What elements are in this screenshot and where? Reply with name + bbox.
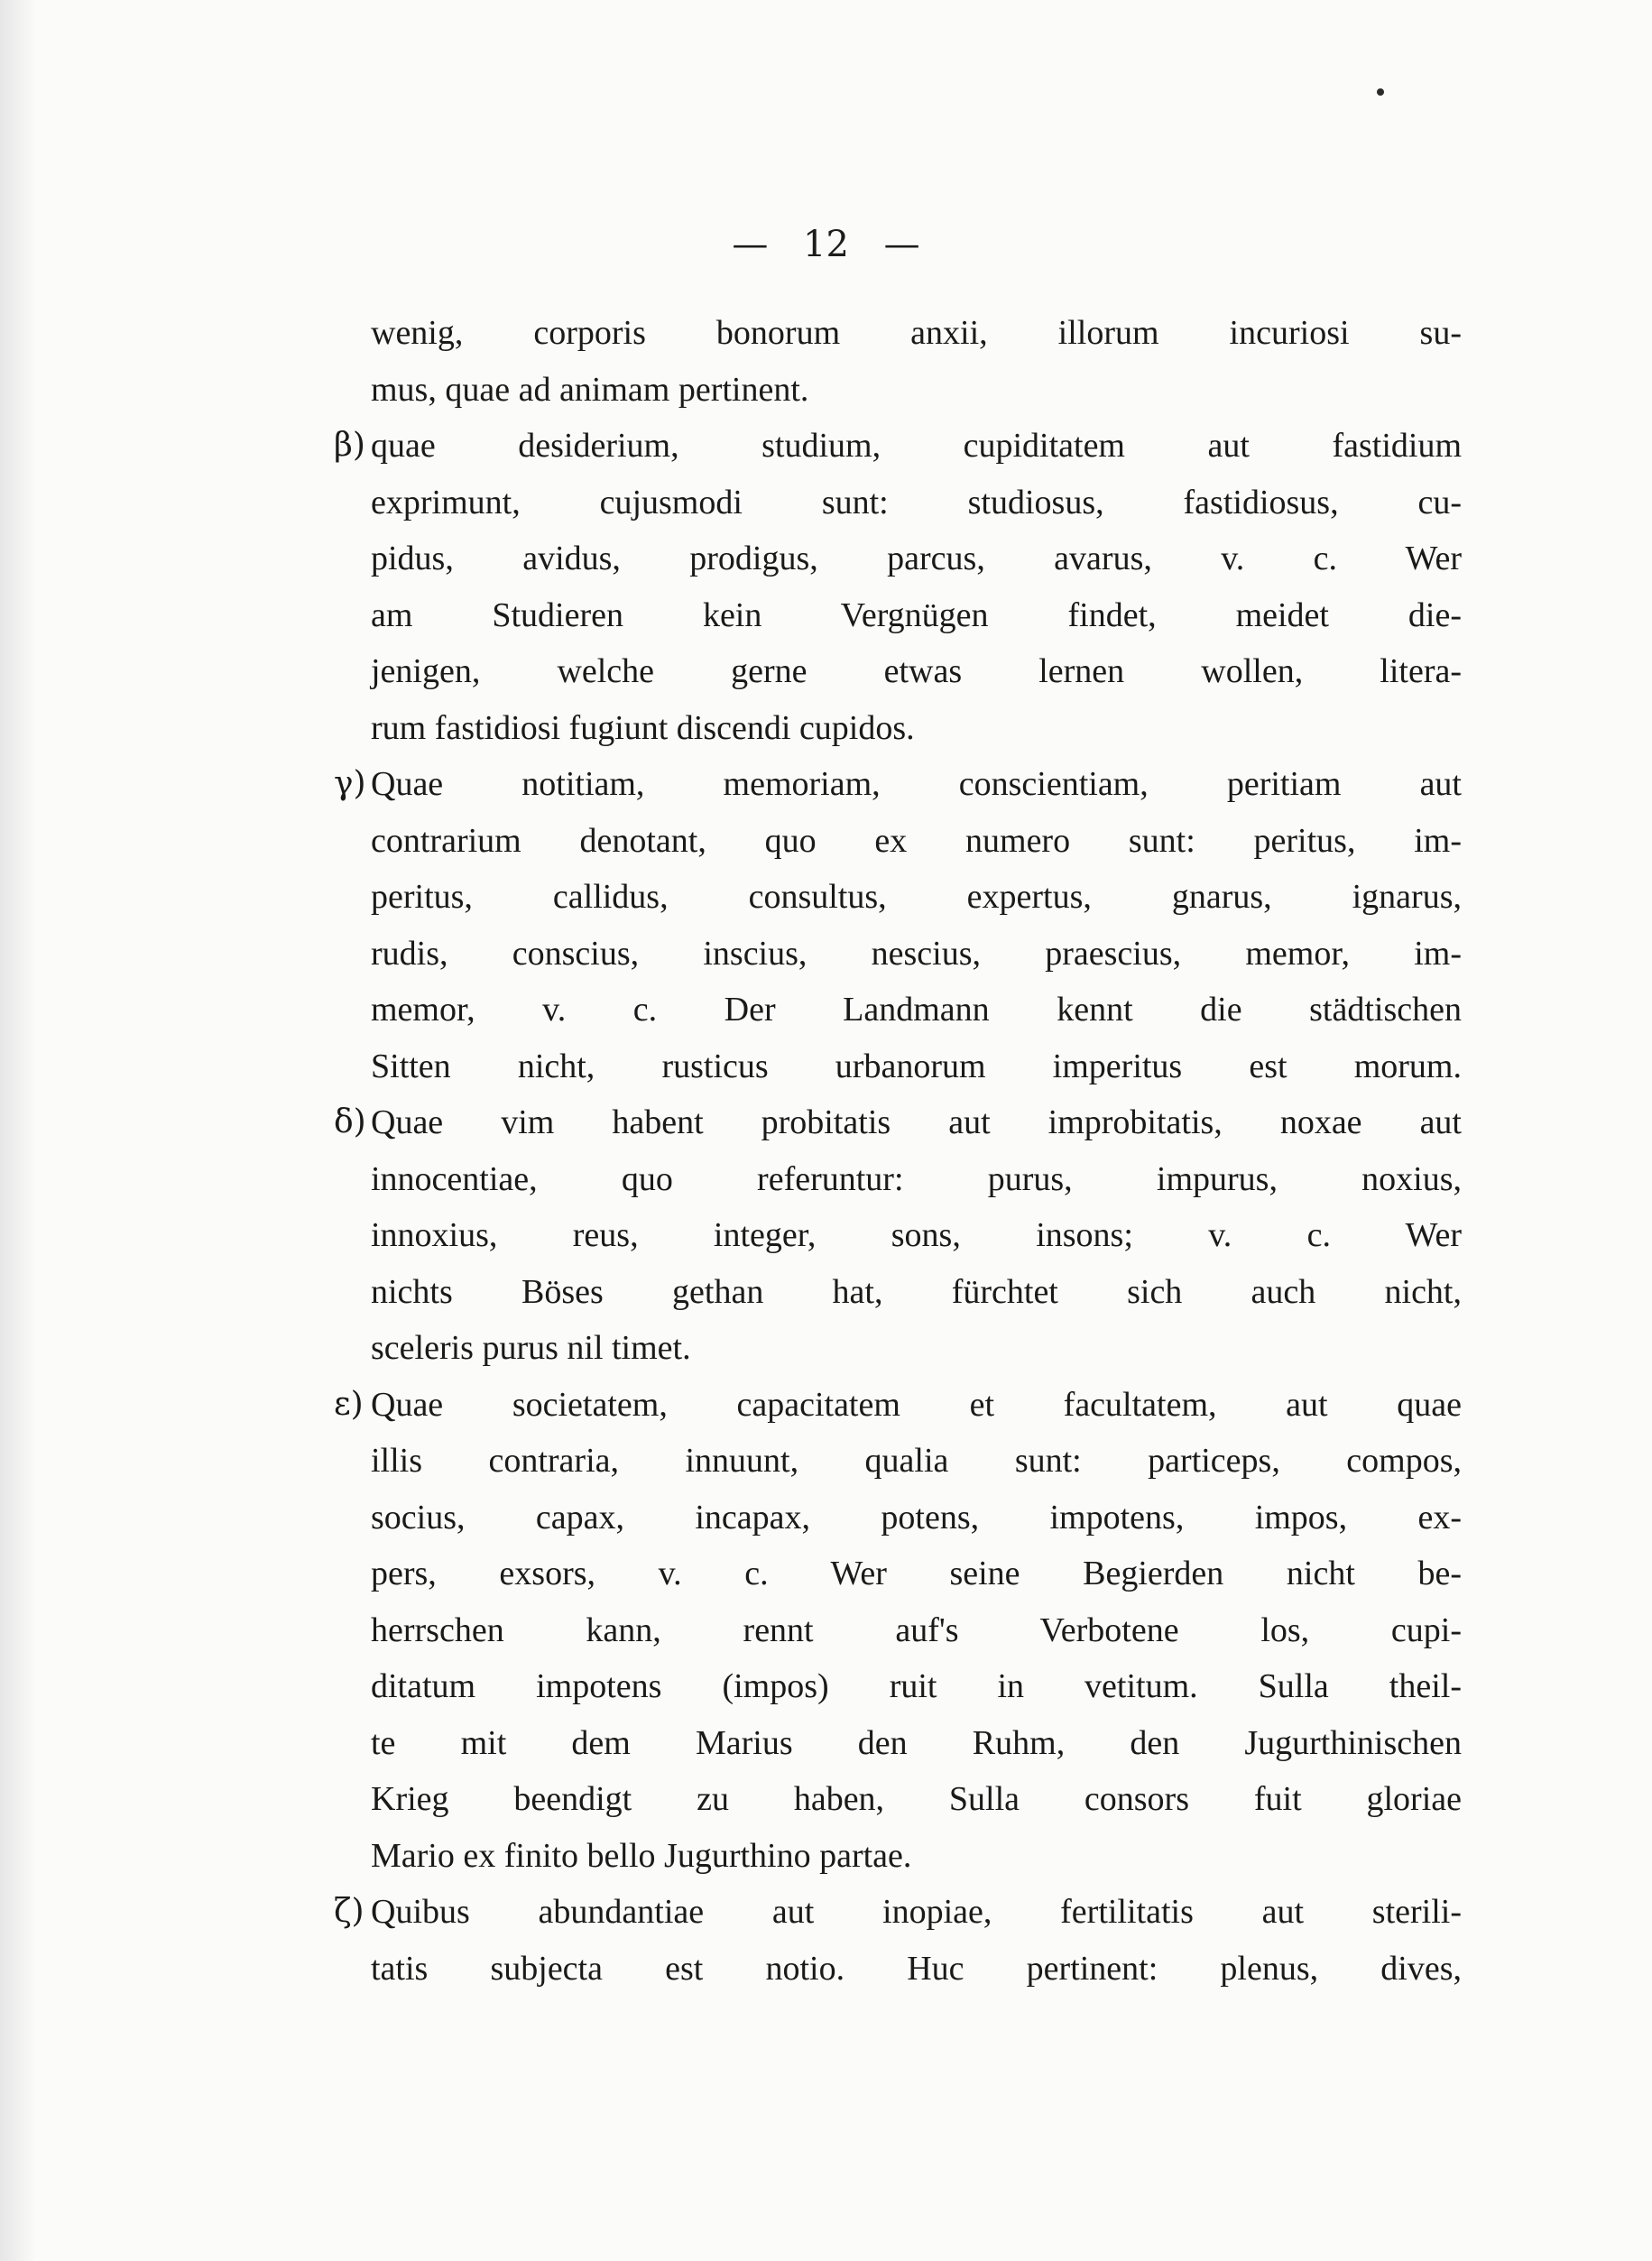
text-line: pers, exsors, v. c. Wer seine Begierden nicht be- xyxy=(371,1555,1462,1592)
text-line: innocentiae, quo referuntur: purus, impurus, noxius, xyxy=(371,1159,1462,1198)
text-line: Krieg beendigt zu haben, Sulla consors fuit gloriae xyxy=(371,1780,1462,1818)
text-line: nichts Böses gethan hat, fürchtet sich auch nicht, xyxy=(371,1272,1462,1311)
header-dash-right: — xyxy=(883,224,920,265)
text-line: illis contraria, innuunt, qualia sunt: particeps, compos, xyxy=(371,1442,1462,1480)
text-line: herrschen kann, rennt auf's Verbotene los, cupi- xyxy=(371,1610,1462,1649)
text-line: Quae vim habent probitatis aut improbitatis, noxae aut xyxy=(371,1103,1462,1141)
page-header xyxy=(0,224,1652,265)
text-line: contrarium denotant, quo ex numero sunt: peritus, im- xyxy=(371,821,1462,860)
paragraph-gamma xyxy=(334,756,1462,1094)
text-line: Quibus abundantiae aut inopiae, fertilitatis aut sterili- xyxy=(371,1893,1462,1931)
text-line: ditatum impotens (impos) ruit in vetitum. Sulla theil- xyxy=(371,1667,1462,1705)
text-line: sceleris purus nil timet. xyxy=(371,1329,691,1367)
paragraph-marker: ε) xyxy=(334,1385,364,1423)
text-line: Mario ex finito bello Jugurthino partae. xyxy=(371,1836,912,1875)
text-line: rudis, conscius, inscius, nescius, praescius, memor, im- xyxy=(371,934,1462,973)
text-line: mus, quae ad animam pertinent. xyxy=(371,370,809,409)
paragraph-delta xyxy=(334,1094,1462,1377)
text-line: am Studieren kein Vergnügen findet, meidet die- xyxy=(371,595,1462,634)
paragraph-continuation xyxy=(334,305,1462,418)
text-line: innoxius, reus, integer, sons, insons; v. c. Wer xyxy=(371,1216,1462,1254)
print-speck xyxy=(1377,88,1384,96)
page-number: 12 xyxy=(803,224,849,265)
text-line: te mit dem Marius den Ruhm, den Jugurthinischen xyxy=(371,1723,1462,1762)
text-line: memor, v. c. Der Landmann kennt die städtischen xyxy=(371,991,1462,1029)
paragraph-marker: γ) xyxy=(334,765,366,802)
text-line: peritus, callidus, consultus, expertus, gnarus, ignarus, xyxy=(371,878,1462,916)
text-line: Quae notitiam, memoriam, conscientiam, peritiam aut xyxy=(371,765,1462,803)
paragraph-marker: β) xyxy=(334,427,365,464)
text-line: pidus, avidus, prodigus, parcus, avarus, v. c. Wer xyxy=(371,540,1462,577)
paragraph-epsilon xyxy=(334,1377,1462,1885)
text-line: rum fastidiosi fugiunt discendi cupidos. xyxy=(371,708,915,747)
paragraph-zeta xyxy=(334,1884,1462,1997)
paragraph-marker: ζ) xyxy=(334,1893,365,1930)
text-line: exprimunt, cujusmodi sunt: studiosus, fastidiosus, cu- xyxy=(371,483,1462,521)
text-line: Quae societatem, capacitatem et facultatem, aut quae xyxy=(371,1385,1462,1424)
text-line: quae desiderium, studium, cupiditatem aut fastidium xyxy=(371,427,1462,465)
text-line: socius, capax, incapax, potens, impotens, impos, ex- xyxy=(371,1498,1462,1537)
paragraph-marker: δ) xyxy=(334,1103,366,1140)
paragraph-beta xyxy=(334,418,1462,756)
body-text xyxy=(334,305,1462,1997)
header-dash-left: — xyxy=(732,224,769,265)
text-line: wenig, corporis bonorum anxii, illorum incuriosi su- xyxy=(371,314,1462,352)
text-line: tatis subjecta est notio. Huc pertinent: plenus, dives, xyxy=(371,1949,1462,1988)
text-line: Sitten nicht, rusticus urbanorum imperitus est morum. xyxy=(371,1047,1462,1085)
text-line: jenigen, welche gerne etwas lernen wollen, litera- xyxy=(371,652,1462,690)
page-gutter-shadow xyxy=(0,0,36,2261)
